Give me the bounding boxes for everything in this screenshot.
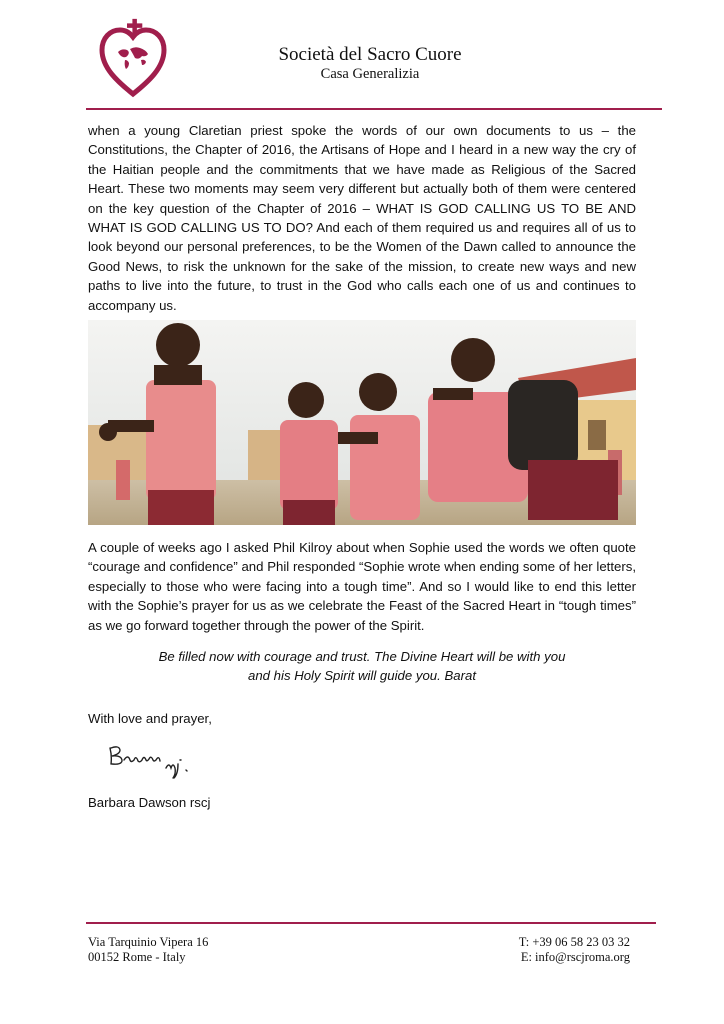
sacred-heart-logo-icon xyxy=(98,16,168,98)
barat-quote xyxy=(88,647,636,686)
footer-address-city: 00152 Rome - Italy xyxy=(88,950,186,964)
quote-line-2: and his Holy Spirit will guide you. Barat xyxy=(248,668,476,684)
children-photo xyxy=(88,320,636,525)
footer-phone: T: +39 06 58 23 03 32 xyxy=(518,935,630,949)
organization-name: Società del Sacro Cuore xyxy=(278,44,462,65)
header-divider xyxy=(86,108,662,110)
signer-name: Barbara Dawson rscj xyxy=(88,795,211,810)
footer-address-street: Via Tarquinio Vipera 16 xyxy=(88,935,209,949)
organization-subtitle: Casa Generalizia xyxy=(320,66,420,82)
body-paragraph-1: when a young Claretian priest spoke the words of our own documents to us – the Constitutions, the Chapter of 2016, the Artisans of Hope and I heard in a new way the cry of the Haitian people and the commitments that we have made as Religious of the Sacred Heart. These two moments may seem very different but actually both of them were centered on the key question of the Chapter of 2016 – WHAT IS GOD CALLING US TO BE AND WHAT IS GOD CALLING US TO DO? And each of them required us and requires all of us to look beyond our personal preferences, to be the Women of the Dawn called to announce the Good News, to risk the unknown for the sake of the mission, to create new ways and new paths to live into the future, to trust in the God who calls each one of us and continues to accompany us. xyxy=(88,123,636,313)
quote-line-1: Be filled now with courage and trust. The Divine Heart will be with you xyxy=(158,649,566,664)
closing-salutation: With love and prayer, xyxy=(88,711,212,726)
handwritten-signature xyxy=(106,738,196,780)
footer-email[interactable]: E: info@rscjroma.org xyxy=(520,950,630,964)
body-paragraph-2: A couple of weeks ago I asked Phil Kilroy about when Sophie used the words we often quote “courage and confidence” and Phil responded “Sophie wrote when ending some of her letters, especially to those who were facing into a tough time”. And so I would like to end this letter with the Sophie’s prayer for us as we celebrate the Feast of the Sacred Heart in “tough times” as we go forward together through the power of the Spirit. xyxy=(88,540,636,633)
footer-divider xyxy=(86,922,656,924)
